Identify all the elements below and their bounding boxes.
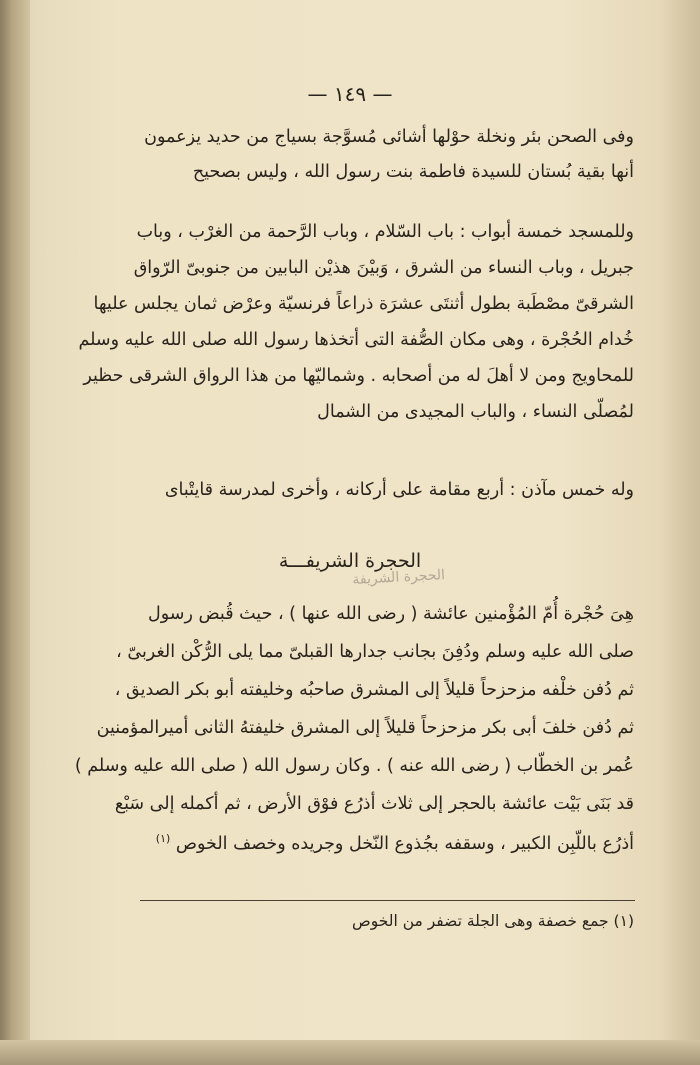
chamber-line-7: أذرُع باللّبِن الكبير ، وسقفه بجُذوع النّخل وجريده وخصف الخوص $^{(١)}$ [155,832,634,854]
gates-line-4: خُدام الحُجْرة ، وهى مكان الصُّفة التى أتخذها رسول الله صلى الله عليه وسلم [78,330,634,350]
gates-line-3: الشرقىّ مصْطَبة بطول أثنتَى عشرَة ذراعاً فرنسيّة وعرْض ثمان يجلس عليها [93,294,634,314]
footnote: (١) جمع خصفة وهى الجلة تضفر من الخوص [352,912,634,930]
gates-line-6: لمُصلّى النساء ، والباب المجيدى من الشمال [317,402,634,422]
footnote-marker: (١) [155,832,171,845]
page-bottom-edge [0,1040,700,1065]
binding-edge [0,0,30,1065]
gates-line-2: جبريل ، وباب النساء من الشرق ، وَبيْنَ هذيْن البابين من جنوبىّ الرّواق [133,258,634,278]
chamber-line-6: قد بَنَى بَيْت عائشة بالحجر إلى ثلاث أذرُع فوْق الأرض ، ثم أكمله إلى سَبْع [114,794,634,814]
gates-line-5: للمحاويج ومن لا أهلَ له من أصحابه . وشماليّها من هذا الرواق الشرقى حظير [83,366,634,386]
courtyard-line-2: أنها بقية بُستان للسيدة فاطمة بنت رسول الله ، وليس بصحيح [192,162,634,182]
courtyard-line-1: وفى الصحن بئر ونخلة حوْلها أشائى مُسوَّجة بسياج من حديد يزعمون [144,127,634,147]
page-number: — ١٤٩ — [307,82,393,106]
footnote-rule [140,900,635,901]
section-heading: الحجرة الشريفـــة [278,550,422,572]
minarets-line-1: وله خمس مآذن : أربع مقامة على أركانه ، وأخرى لمدرسة قايتْباى [164,480,634,500]
chamber-line-2: صلى الله عليه وسلم ودُفِنَ بجانب جدارها القبلىّ مما يلى الرُّكْن الغربىّ ، [116,642,634,662]
pencil-annotation: الحجرة الشريفة [352,567,446,588]
chamber-line-4: ثم دُفن خلفَ أبى بكر مزحزحاً قليلاً إلى المشرق خليفتهُ الثانى أميرالمؤمنين [96,718,634,738]
chamber-line-1: هِىَ حُجْرة أُمّ المُؤْمنين عائشة ( رضى الله عنها ) ، حيث قُبض رسول [148,604,634,624]
chamber-line-5: عُمر بن الخطّاب ( رضى الله عنه ) . وكان رسول الله ( صلى الله عليه وسلم ) [74,756,634,776]
gates-line-1: وللمسجد خمسة أبواب : باب السّلام ، وباب الرَّحمة من الغرْب ، وباب [136,222,634,242]
chamber-line-3: ثم دُفن خلْفه مزحزحاً قليلاً إلى المشرق صاحبُه وخليفته أبو بكر الصديق ، [114,680,634,700]
